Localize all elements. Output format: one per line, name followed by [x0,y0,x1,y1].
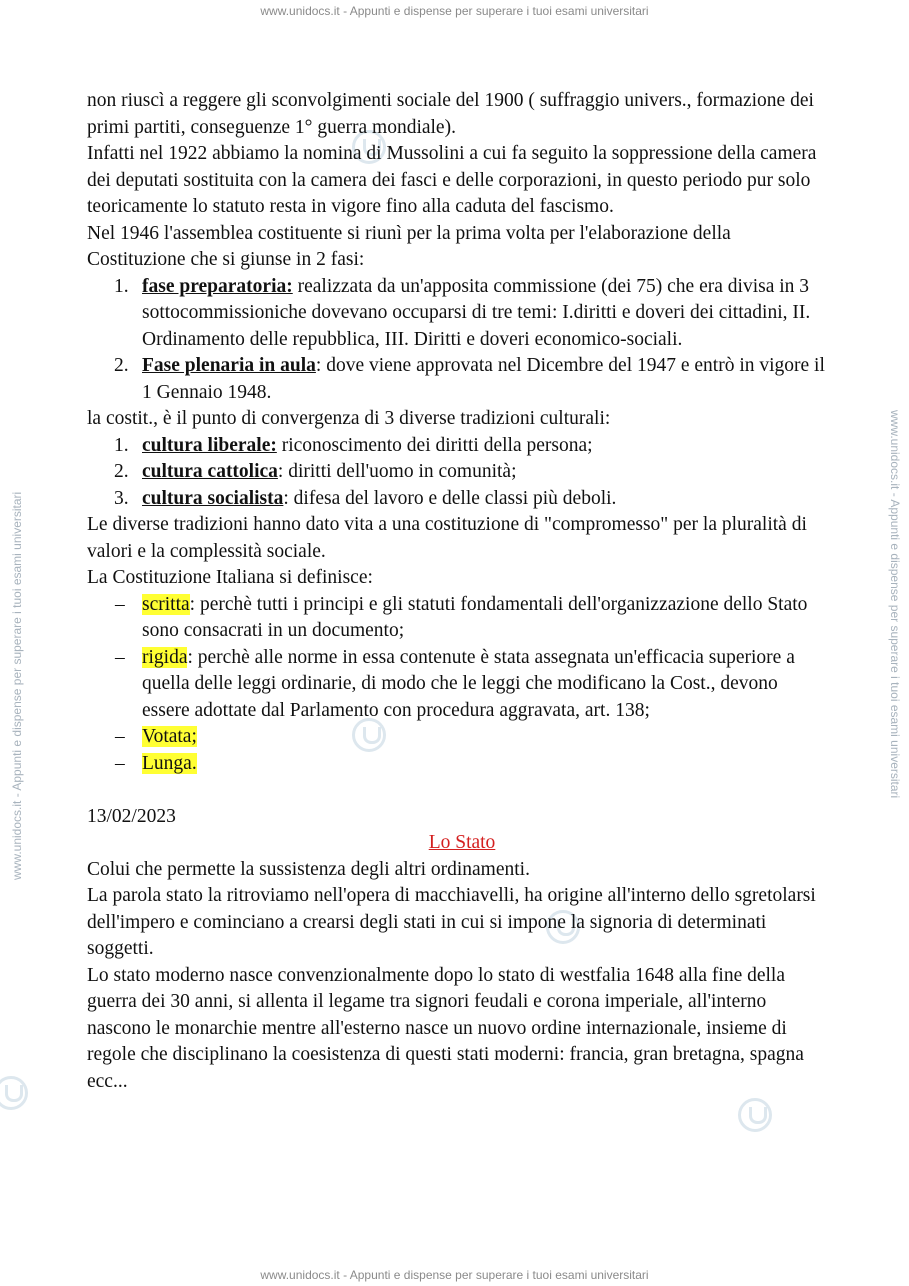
list-number: 1. [114,434,129,456]
watermark-logo-icon [738,1098,772,1132]
list-number: 2. [114,461,129,482]
paragraph: Infatti nel 1922 abbiamo la nomina di Mussolini a cui fa seguito la soppressione della camera dei deputati sostituita con la camera dei fasci e delle corporazioni, in questo periodo pur solo teoricamente lo statuto resta in vigore fino alla caduta del fascismo. [87,143,817,217]
phases-list [87,274,827,407]
dash-bullet: – [115,752,125,774]
list-term: cultura liberale: [142,434,277,456]
watermark-header[interactable]: www.unidocs.it - Appunti e dispense per superare i tuoi esami universitari [260,4,649,18]
section-title: Lo Stato [428,832,496,853]
paragraph: Colui che permette la sussistenza degli altri ordinamenti. [87,858,530,880]
blank-line [87,777,827,804]
cultures-list [87,433,827,513]
list-item [87,353,827,406]
list-item [87,751,827,778]
list-text: : difesa del lavoro e delle classi più deboli. [283,487,617,509]
paragraph: la costit., è il punto di convergenza di 3 diverse tradizioni culturali: [87,408,611,429]
watermark-logo-icon [0,1076,28,1110]
highlighted-term: Votata; [142,726,197,747]
document-body [87,88,827,1095]
paragraph: Le diverse tradizioni hanno dato vita a una costituzione di "compromesso" per la pluralità di valori e la complessità sociale. [87,514,807,562]
list-item [87,274,827,354]
dash-bullet: – [115,593,125,615]
list-text: riconoscimento dei diritti della persona; [276,434,593,456]
highlighted-term: rigida [142,646,188,668]
dash-bullet: – [115,726,125,747]
list-text: : dove viene approvata nel Dicembre del 1947 e entrò in vigore il 1 Gennaio 1948. [142,355,825,403]
list-item [87,724,827,751]
paragraph: Lo stato moderno nasce convenzionalmente dopo lo stato di westfalia 1648 alla fine della guerra dei 30 anni, si allenta il legame tra signori feudali e corona imperiale, all'interno nascono le monarchie mentre all'esterno nasce un nuovo ordine internazionale, insieme di regole che disciplinano la coesistenza di questi stati moderni: francia, gran bretagna, spagna ecc... [87,964,804,1092]
list-item [87,592,827,645]
list-text: realizzata da un'apposita commissione (dei 75) che era divisa in 3 sottocommissioniche dovevano occuparsi di tre temi: I.diritti e doveri dei cittadini, II. Ordinamento delle repubblica, III. Diritti e doveri economico-sociali. [142,275,811,350]
watermark-side-right: www.unidocs.it - Appunti e dispense per superare i tuoi esami universitari [888,410,902,799]
watermark-side-left: www.unidocs.it - Appunti e dispense per superare i tuoi esami universitari [10,491,24,880]
watermark-footer[interactable]: www.unidocs.it - Appunti e dispense per superare i tuoi esami universitari [260,1268,649,1282]
list-item [87,433,827,460]
list-item [87,459,827,486]
list-item [87,486,827,513]
date: 13/02/2023 [87,805,176,827]
list-number: 3. [114,487,129,509]
list-text: : diritti dell'uomo in comunità; [277,461,517,482]
list-term: cultura cattolica [142,461,278,482]
list-text: : perchè alle norme in essa contenute è stata assegnata un'efficacia superiore a quella delle leggi ordinarie, di modo che le leggi che modificano la Cost., devono essere adottate dal Parlamento con procedura aggravata, art. 138; [142,646,795,721]
paragraph: Nel 1946 l'assemblea costituente si riunì per la prima volta per l'elaborazione della Costituzione che si giunse in 2 fasi: [87,222,731,270]
list-text: : perchè tutti i principi e gli statuti fondamentali dell'organizzazione dello Stato sono consacrati in un documento; [142,593,808,641]
paragraph: La parola stato la ritroviamo nell'opera di macchiavelli, ha origine all'interno dello sgretolarsi dell'impero e cominciano a crearsi degli stati in cui si impone la signoria di determinati soggetti. [87,885,816,959]
paragraph: La Costituzione Italiana si definisce: [87,567,373,588]
features-list [87,592,827,778]
list-number: 2. [114,355,129,376]
list-term: Fase plenaria in aula [142,355,316,376]
list-number: 1. [114,275,129,297]
highlighted-term: scritta [142,593,190,615]
highlighted-term: Lunga. [142,752,197,774]
paragraph: non riuscì a reggere gli sconvolgimenti sociale del 1900 ( suffraggio univers., formazione dei primi partiti, conseguenze 1° guerra mondiale). [87,90,814,138]
list-term: fase preparatoria: [142,275,293,297]
list-term: cultura socialista [142,487,284,509]
dash-bullet: – [115,646,125,668]
list-item [87,645,827,725]
